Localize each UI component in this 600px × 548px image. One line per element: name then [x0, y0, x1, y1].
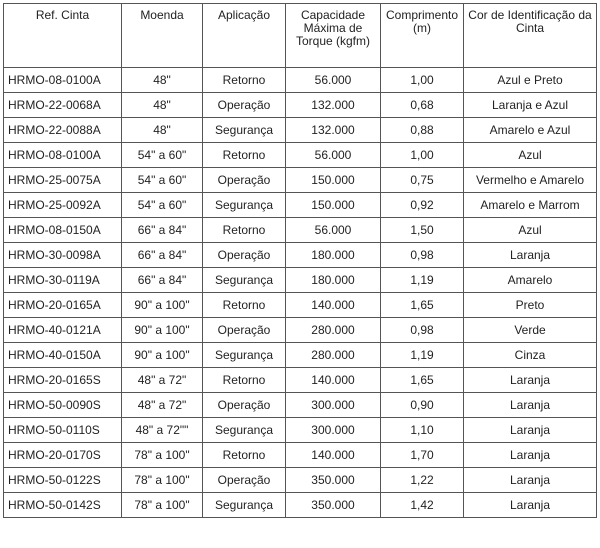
cell-capacidade: 150.000 [286, 168, 381, 193]
cell-capacidade: 350.000 [286, 468, 381, 493]
table-row [4, 243, 597, 268]
cell-aplicacao: Retorno [203, 293, 286, 318]
cell-comprimento: 0,98 [381, 243, 464, 268]
cell-capacidade: 56.000 [286, 218, 381, 243]
cell-moenda: 48" [122, 93, 203, 118]
cell-ref-cinta: HRMO-20-0170S [4, 443, 122, 468]
cell-comprimento: 1,22 [381, 468, 464, 493]
cell-comprimento: 1,65 [381, 368, 464, 393]
cell-ref-cinta: HRMO-08-0100A [4, 68, 122, 93]
header-ref-cinta: Ref. Cinta [4, 4, 122, 68]
cell-cor: Laranja [464, 468, 597, 493]
table-row [4, 93, 597, 118]
header-row [4, 4, 597, 68]
cell-comprimento: 0,75 [381, 168, 464, 193]
cell-capacidade: 140.000 [286, 293, 381, 318]
cell-comprimento: 1,50 [381, 218, 464, 243]
table-row [4, 68, 597, 93]
cell-aplicacao: Segurança [203, 418, 286, 443]
cell-comprimento: 1,19 [381, 343, 464, 368]
table-row [4, 393, 597, 418]
cell-moenda: 54" a 60" [122, 143, 203, 168]
cell-aplicacao: Retorno [203, 218, 286, 243]
cell-moenda: 66" a 84" [122, 218, 203, 243]
cell-comprimento: 0,98 [381, 318, 464, 343]
cell-aplicacao: Retorno [203, 368, 286, 393]
cell-aplicacao: Operação [203, 243, 286, 268]
cell-ref-cinta: HRMO-08-0100A [4, 143, 122, 168]
cell-moenda: 54" a 60" [122, 193, 203, 218]
cell-comprimento: 1,19 [381, 268, 464, 293]
cell-capacidade: 132.000 [286, 93, 381, 118]
cell-capacidade: 350.000 [286, 493, 381, 518]
cell-moenda: 48" a 72" [122, 368, 203, 393]
cell-aplicacao: Segurança [203, 493, 286, 518]
cell-cor: Laranja [464, 243, 597, 268]
cell-ref-cinta: HRMO-22-0068A [4, 93, 122, 118]
table-row [4, 368, 597, 393]
cell-comprimento: 0,68 [381, 93, 464, 118]
cell-cor: Laranja [464, 493, 597, 518]
table-row [4, 218, 597, 243]
table-row [4, 293, 597, 318]
cell-moenda: 78" a 100" [122, 468, 203, 493]
cell-moenda: 90" a 100" [122, 293, 203, 318]
cell-aplicacao: Operação [203, 468, 286, 493]
cell-aplicacao: Operação [203, 393, 286, 418]
cell-comprimento: 0,90 [381, 393, 464, 418]
cell-ref-cinta: HRMO-50-0142S [4, 493, 122, 518]
cell-moenda: 48" [122, 68, 203, 93]
cell-aplicacao: Operação [203, 168, 286, 193]
header-comprimento: Comprimento (m) [381, 4, 464, 68]
cell-ref-cinta: HRMO-25-0092A [4, 193, 122, 218]
header-capacidade: Capacidade Máxima de Torque (kgfm) [286, 4, 381, 68]
header-cor: Cor de Identificação da Cinta [464, 4, 597, 68]
cell-moenda: 90" a 100" [122, 343, 203, 368]
cell-ref-cinta: HRMO-40-0121A [4, 318, 122, 343]
cell-comprimento: 1,42 [381, 493, 464, 518]
cell-cor: Azul e Preto [464, 68, 597, 93]
cell-comprimento: 1,00 [381, 143, 464, 168]
cell-ref-cinta: HRMO-20-0165S [4, 368, 122, 393]
cell-ref-cinta: HRMO-08-0150A [4, 218, 122, 243]
cell-capacidade: 140.000 [286, 443, 381, 468]
cell-cor: Amarelo e Azul [464, 118, 597, 143]
table-row [4, 268, 597, 293]
cell-moenda: 78" a 100" [122, 493, 203, 518]
table-body [4, 68, 597, 518]
table-row [4, 443, 597, 468]
cell-ref-cinta: HRMO-50-0122S [4, 468, 122, 493]
cell-moenda: 66" a 84" [122, 243, 203, 268]
table-header [4, 4, 597, 68]
table-row [4, 343, 597, 368]
cell-cor: Verde [464, 318, 597, 343]
cell-aplicacao: Segurança [203, 343, 286, 368]
cell-ref-cinta: HRMO-40-0150A [4, 343, 122, 368]
cell-cor: Laranja e Azul [464, 93, 597, 118]
cell-cor: Cinza [464, 343, 597, 368]
cell-ref-cinta: HRMO-22-0088A [4, 118, 122, 143]
table-row [4, 493, 597, 518]
cell-aplicacao: Retorno [203, 68, 286, 93]
cell-capacidade: 180.000 [286, 268, 381, 293]
cell-capacidade: 280.000 [286, 343, 381, 368]
cell-ref-cinta: HRMO-30-0098A [4, 243, 122, 268]
cell-cor: Azul [464, 143, 597, 168]
cell-cor: Laranja [464, 443, 597, 468]
table-row [4, 168, 597, 193]
table-row [4, 118, 597, 143]
cell-cor: Amarelo [464, 268, 597, 293]
cell-ref-cinta: HRMO-25-0075A [4, 168, 122, 193]
cell-cor: Amarelo e Marrom [464, 193, 597, 218]
cell-aplicacao: Operação [203, 93, 286, 118]
cell-cor: Preto [464, 293, 597, 318]
cell-moenda: 54" a 60" [122, 168, 203, 193]
cell-aplicacao: Retorno [203, 443, 286, 468]
cell-ref-cinta: HRMO-50-0110S [4, 418, 122, 443]
cell-capacidade: 56.000 [286, 143, 381, 168]
cell-capacidade: 180.000 [286, 243, 381, 268]
cell-ref-cinta: HRMO-20-0165A [4, 293, 122, 318]
cell-ref-cinta: HRMO-30-0119A [4, 268, 122, 293]
cell-capacidade: 56.000 [286, 68, 381, 93]
cell-capacidade: 300.000 [286, 393, 381, 418]
table-row [4, 418, 597, 443]
cell-moenda: 48" [122, 118, 203, 143]
cell-comprimento: 0,92 [381, 193, 464, 218]
header-aplicacao: Aplicação [203, 4, 286, 68]
cell-capacidade: 140.000 [286, 368, 381, 393]
cell-moenda: 66" a 84" [122, 268, 203, 293]
cell-aplicacao: Segurança [203, 268, 286, 293]
cell-cor: Vermelho e Amarelo [464, 168, 597, 193]
cell-comprimento: 1,10 [381, 418, 464, 443]
cell-capacidade: 280.000 [286, 318, 381, 343]
header-moenda: Moenda [122, 4, 203, 68]
cell-capacidade: 132.000 [286, 118, 381, 143]
cell-moenda: 48" a 72"" [122, 418, 203, 443]
table-row [4, 193, 597, 218]
cell-moenda: 48" a 72" [122, 393, 203, 418]
cell-moenda: 78" a 100" [122, 443, 203, 468]
cell-comprimento: 1,70 [381, 443, 464, 468]
cell-cor: Laranja [464, 393, 597, 418]
cell-comprimento: 1,65 [381, 293, 464, 318]
cell-aplicacao: Retorno [203, 143, 286, 168]
table-row [4, 318, 597, 343]
cell-capacidade: 300.000 [286, 418, 381, 443]
cell-aplicacao: Operação [203, 318, 286, 343]
table-row [4, 468, 597, 493]
cell-ref-cinta: HRMO-50-0090S [4, 393, 122, 418]
cell-capacidade: 150.000 [286, 193, 381, 218]
cell-cor: Laranja [464, 368, 597, 393]
table-row [4, 143, 597, 168]
cell-comprimento: 1,00 [381, 68, 464, 93]
cell-aplicacao: Segurança [203, 118, 286, 143]
cell-cor: Azul [464, 218, 597, 243]
cell-aplicacao: Segurança [203, 193, 286, 218]
cell-moenda: 90" a 100" [122, 318, 203, 343]
cell-comprimento: 0,88 [381, 118, 464, 143]
cell-cor: Laranja [464, 418, 597, 443]
belt-spec-table [3, 3, 597, 518]
